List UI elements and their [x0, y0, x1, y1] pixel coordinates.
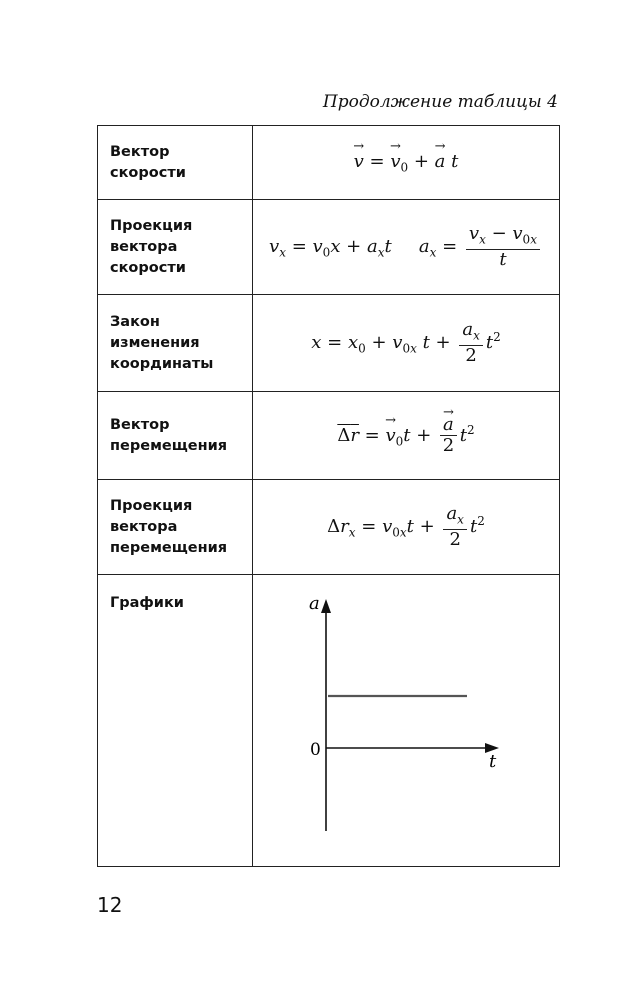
table-row [98, 480, 560, 575]
table-row [98, 200, 560, 295]
label-line: скорости [110, 259, 186, 276]
table-row [98, 126, 560, 200]
table-row [98, 392, 560, 480]
row-label [98, 126, 253, 200]
label-line: Графики [110, 595, 184, 611]
page-number: 12 [97, 893, 123, 917]
row-label [98, 392, 253, 480]
formula-coordinate-law: $x = x_0 + v_{0x}$ t + $\frac{a_x}{2}$ $t^2$ [253, 295, 560, 392]
table-row [98, 295, 560, 392]
label-line: вектора [110, 238, 178, 255]
x-axis-label: t [489, 751, 497, 772]
y-axis-label: a [309, 593, 320, 614]
origin-label: 0 [310, 740, 321, 760]
label-line: Проекция [110, 497, 193, 514]
label-line: перемещения [110, 437, 228, 454]
graph-cell [253, 575, 560, 867]
formula-velocity-projection: $v_x = v_0x + a_xt$ $a_x$ = $\frac{v_x - v_{0x}}{t}$ [253, 200, 560, 295]
label-line: Закон [110, 313, 160, 330]
label-line: вектора [110, 518, 178, 535]
row-label [98, 480, 253, 575]
formula-velocity-vector: → v = → $v_0$ + → a t [253, 126, 560, 200]
row-label [98, 575, 253, 867]
formula-displacement-projection: $\Delta r_x = v_{0x}t$ + $\frac{a_x}{2}$ $t^2$ [253, 480, 560, 575]
label-line: координаты [110, 355, 214, 372]
y-axis-arrow [321, 599, 331, 613]
label-line: изменения [110, 334, 200, 351]
label-line: скорости [110, 164, 186, 181]
label-line: Проекция [110, 217, 193, 234]
acceleration-graph [253, 575, 559, 865]
table-caption: Продолжение таблицы 4 [322, 92, 558, 112]
row-label [98, 200, 253, 295]
formula-table [97, 125, 560, 867]
table-row [98, 575, 560, 867]
label-line: Вектор [110, 416, 170, 433]
row-label [98, 295, 253, 392]
label-line: перемещения [110, 539, 228, 556]
label-line: Вектор [110, 143, 170, 160]
formula-displacement-vector: Δr = → $v_0t$ + → $\frac{a}{2}$ $t^2$ [253, 392, 560, 480]
